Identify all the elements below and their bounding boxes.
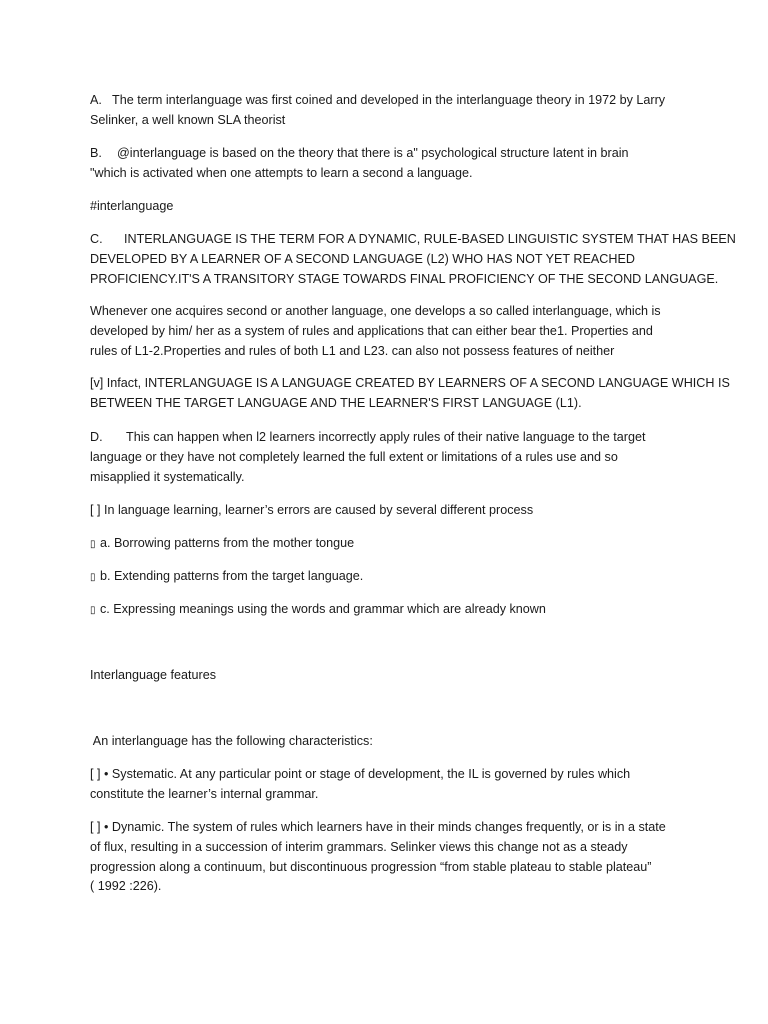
paragraph-systematic (90, 765, 690, 805)
paragraph-text: progression along a continuum, but discontinuous progression “from stable plateau to stable plateau” (90, 859, 652, 874)
paragraph-c (90, 230, 736, 289)
list-item: ▯ b. Extending patterns from the target language. (90, 567, 690, 588)
paragraph-text: Whenever one acquires second or another language, one develops a so called interlanguage, which is (90, 304, 661, 318)
paragraph-text: of flux, resulting in a succession of interim grammars. Selinker views this change not as a steady (90, 839, 628, 854)
paragraph-text: DEVELOPED BY A LEARNER OF A SECOND LANGUAGE (L2) WHO HAS NOT YET REACHED (90, 251, 635, 266)
paragraph-text: This can happen when l2 learners incorrectly apply rules of their native language to the target (126, 430, 646, 444)
paragraph-text: constitute the learner’s internal grammar. (90, 786, 319, 801)
paragraph-text: [ ] • Systematic. At any particular point or stage of development, the IL is governed by rules which (90, 767, 631, 781)
paragraph-text: ( 1992 :226). (90, 879, 162, 894)
paragraph-text: INTERLANGUAGE IS THE TERM FOR A DYNAMIC, RULE-BASED LINGUISTIC SYSTEM THAT HAS BEEN (124, 232, 736, 246)
paragraph-marker: A. (90, 93, 102, 107)
checkbox-glyph-icon: ▯ (90, 539, 96, 550)
list-item: ▯ a. Borrowing patterns from the mother tongue (90, 534, 690, 555)
paragraph-text: misapplied it systematically. (90, 469, 245, 484)
paragraph-text: [v] Infact, INTERLANGUAGE IS A LANGUAGE CREATED BY LEARNERS OF A SECOND LANGUAGE WHICH IS (90, 376, 730, 390)
hashtag-line: #interlanguage (90, 199, 174, 213)
paragraph-text: @interlanguage is based on the theory that there is a" psychological structure latent in brain (117, 146, 629, 160)
section-heading: Interlanguage features (90, 668, 217, 682)
paragraph-dynamic (90, 818, 690, 897)
checkbox-glyph-icon: ▯ (90, 605, 96, 616)
paragraph-a (90, 91, 690, 131)
paragraph-text: rules of L1-2.Properties and rules of both L1 and L23. can also not possess features of neither (90, 343, 615, 358)
paragraph-d (90, 428, 690, 487)
paragraph-marker: C. (90, 232, 103, 246)
paragraph-marker: D. (90, 430, 103, 444)
paragraph-text: The term interlanguage was first coined and developed in the interlanguage theory in 1972 by Larry (112, 93, 666, 107)
paragraph-text: language or they have not completely learned the full extent or limitations of a rules use and so (90, 449, 618, 464)
paragraph-text: developed by him/ her as a system of rules and applications that can either bear the1. Properties and (90, 323, 653, 338)
paragraph-text: "which is activated when one attempts to learn a second a language. (90, 165, 473, 180)
paragraph-text: PROFICIENCY.IT'S A TRANSITORY STAGE TOWARDS FINAL PROFICIENCY OF THE SECOND LANGUAGE. (90, 271, 719, 286)
errors-intro: [ ] In language learning, learner’s errors are caused by several different process (90, 503, 534, 517)
paragraph-infact (90, 374, 730, 414)
paragraph-whenever (90, 302, 690, 361)
list-item: ▯ c. Expressing meanings using the words and grammar which are already known (90, 600, 690, 621)
paragraph-marker: B. (90, 146, 102, 160)
paragraph-text: Selinker, a well known SLA theorist (90, 112, 286, 127)
paragraph-text: BETWEEN THE TARGET LANGUAGE AND THE LEARNER'S FIRST LANGUAGE (L1). (90, 395, 582, 410)
paragraph-text: [ ] • Dynamic. The system of rules which learners have in their minds changes frequently, or is in a state (90, 820, 666, 834)
checkbox-glyph-icon: ▯ (90, 572, 96, 583)
characteristics-intro: An interlanguage has the following characteristics: (90, 734, 373, 748)
paragraph-b (90, 144, 690, 184)
